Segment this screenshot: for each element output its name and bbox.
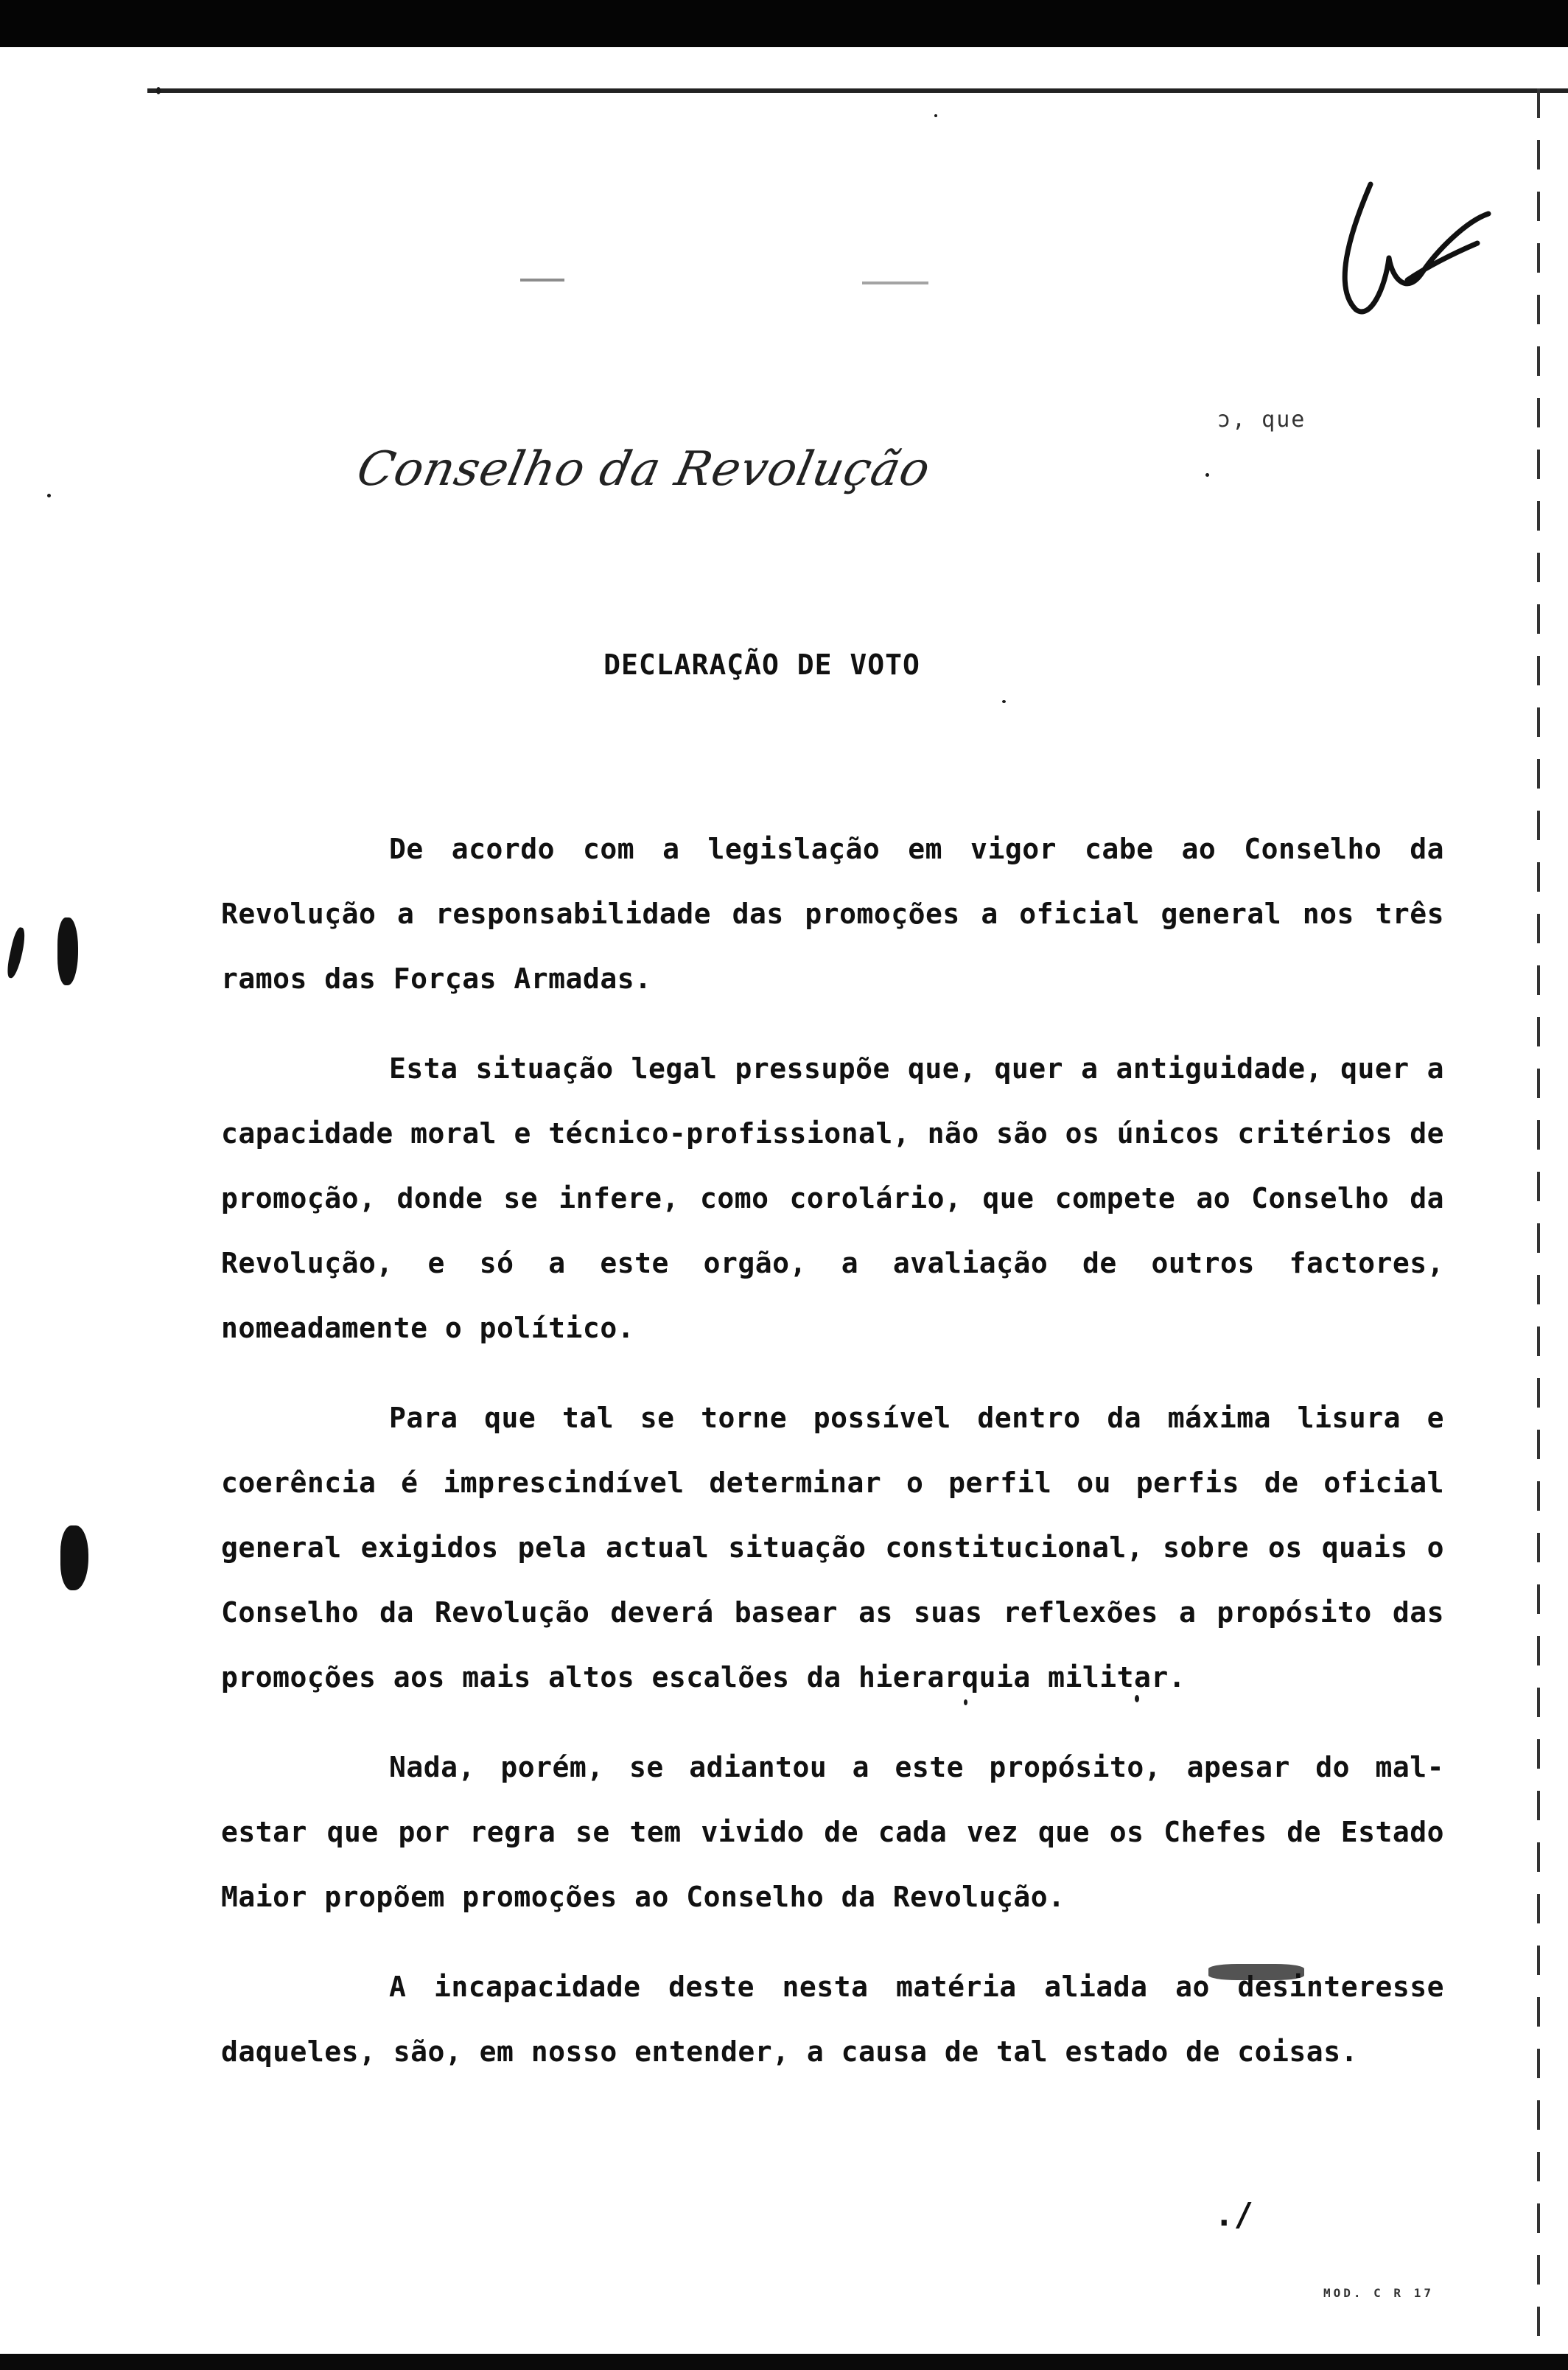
- letterhead-text: Conselho da Revolução: [352, 442, 936, 497]
- document-body: [221, 817, 1444, 2109]
- punch-hole-mark: [5, 926, 27, 979]
- scan-top-edge: [0, 0, 1568, 47]
- document-title-text: DECLARAÇÃO DE VOTO: [603, 649, 920, 681]
- paragraph: Esta situação legal pressupõe que, quer a antiguidade, quer a capacidade moral e técnico-profissional, não são os únicos critérios de promoção, donde se infere, como corolário, que compete ao Conselho da Revolução, e só a este orgão, a avaliação de outros factores, nomeadamente o político.: [221, 1052, 1444, 1344]
- punch-hole-mark: [57, 917, 78, 985]
- signature-mark: [1319, 169, 1496, 324]
- document-title: [0, 649, 1568, 681]
- punch-hole-mark: [60, 1525, 88, 1590]
- scan-bottom-edge: [0, 2354, 1568, 2370]
- corner-text-fragment: ɔ, que: [1217, 407, 1306, 433]
- paragraph: A incapacidade deste nesta matéria aliada ao desinteresse daqueles, são, em nosso entender, a causa de tal estado de coisas.: [221, 1971, 1444, 2068]
- form-code: MOD. C R 17: [1323, 2286, 1434, 2300]
- letterhead: [0, 442, 1568, 497]
- continuation-mark: ./: [1214, 2196, 1253, 2234]
- paragraph: Nada, porém, se adiantou a este propósito, apesar do mal-estar que por regra se tem vivido de cada vez que os Chefes de Estado Maior propõem promoções ao Conselho da Revolução.: [221, 1751, 1444, 1913]
- paragraph: De acordo com a legislação em vigor cabe ao Conselho da Revolução a responsabilidade das promoções a oficial general nos três ramos das Forças Armadas.: [221, 833, 1444, 995]
- scan-right-edge: [1537, 88, 1540, 2351]
- top-rule: [147, 88, 1568, 93]
- paragraph: Para que tal se torne possível dentro da máxima lisura e coerência é imprescindível determinar o perfil ou perfis de oficial general exigidos pela actual situação constitucional, sobre os quais o Conselho da Revolução deverá basear as suas reflexões a propósito das promoções aos mais altos escalões da hierarquia militar.: [221, 1402, 1444, 1693]
